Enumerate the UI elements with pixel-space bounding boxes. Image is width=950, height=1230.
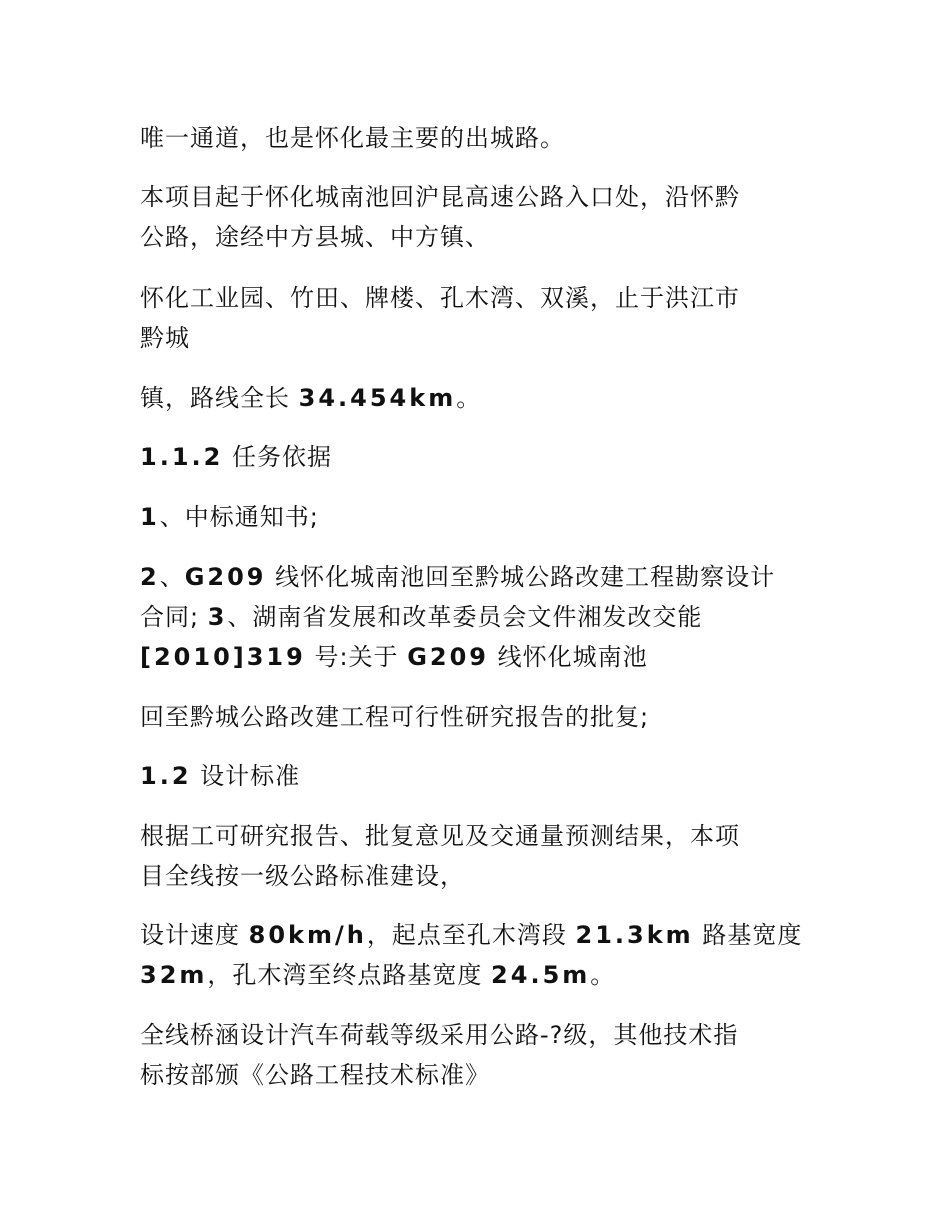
list-number: 3 — [207, 603, 228, 631]
heading-text: 任务依据 — [223, 443, 332, 471]
segment-length-value: 21.3km — [575, 921, 694, 949]
text: 号:关于 — [305, 643, 408, 671]
text: 、湖南省发展和改革委员会文件湘发改交能 — [227, 603, 703, 631]
heading-1-2 — [140, 756, 820, 796]
list-number: 2 — [140, 563, 160, 591]
text-line: 公路，途经中方县城、中方镇、 — [140, 223, 490, 251]
heading-text: 设计标准 — [191, 762, 301, 790]
paragraph-bridge-load — [140, 1015, 820, 1095]
text: 唯一通道，也是怀化最主要的出城路。 — [140, 124, 565, 152]
text: ，孔木湾至终点路基宽度 — [207, 961, 492, 989]
text: 。 — [456, 384, 482, 412]
paragraph-standard-basis — [140, 816, 820, 896]
text-line: 怀化工业园、竹田、牌楼、孔木湾、双溪，止于洪江市 — [140, 284, 740, 312]
route-code: G209 — [407, 643, 489, 671]
text: 合同; — [140, 603, 208, 631]
text: 路基宽度 — [693, 921, 803, 949]
text-line: 目全线按一级公路标准建设， — [140, 862, 465, 890]
route-length-value: 34.454km — [298, 384, 457, 412]
paragraph-project-start — [140, 177, 820, 257]
paragraph-route-points — [140, 278, 820, 358]
text: 。 — [590, 961, 616, 989]
text: 回至黔城公路改建工程可行性研究报告的批复; — [140, 703, 650, 731]
paragraph-exit-road — [140, 118, 820, 158]
paragraph-route-length — [140, 378, 820, 418]
roadbed-width-value: 32m — [140, 961, 208, 989]
list-item-2-3 — [140, 557, 820, 677]
text-line: 根据工可研究报告、批复意见及交通量预测结果，本项 — [140, 822, 740, 850]
text: 设计速度 — [140, 921, 249, 949]
text-line: 标按部颁《公路工程技术标准》 — [140, 1061, 490, 1089]
paragraph-approval-reply — [140, 697, 820, 737]
paragraph-design-speed — [140, 915, 820, 995]
heading-number: 1.2 — [140, 762, 192, 790]
text: 线怀化城南池 — [488, 643, 648, 671]
heading-1-1-2 — [140, 437, 820, 477]
document-ref: [2010]319 — [140, 643, 306, 671]
text-line: 全线桥涵设计汽车荷载等级采用公路-?级，其他技术指 — [140, 1021, 739, 1049]
text: 线怀化城南池回至黔城公路改建工程勘察设计 — [266, 563, 776, 591]
text: ，起点至孔木湾段 — [366, 921, 576, 949]
list-text: 、中标通知书; — [159, 503, 319, 531]
text-line: 本项目起于怀化城南池回沪昆高速公路入口处，沿怀黔 — [140, 183, 740, 211]
list-item-1 — [140, 497, 820, 537]
text: 镇，路线全长 — [140, 384, 299, 412]
roadbed-width-value: 24.5m — [491, 961, 591, 989]
heading-number: 1.1.2 — [140, 443, 224, 471]
design-speed-value: 80km/h — [248, 921, 367, 949]
list-number: 1 — [140, 503, 160, 531]
route-code: G209 — [184, 563, 267, 591]
text-line: 黔城 — [140, 324, 190, 352]
text: 、 — [159, 563, 185, 591]
